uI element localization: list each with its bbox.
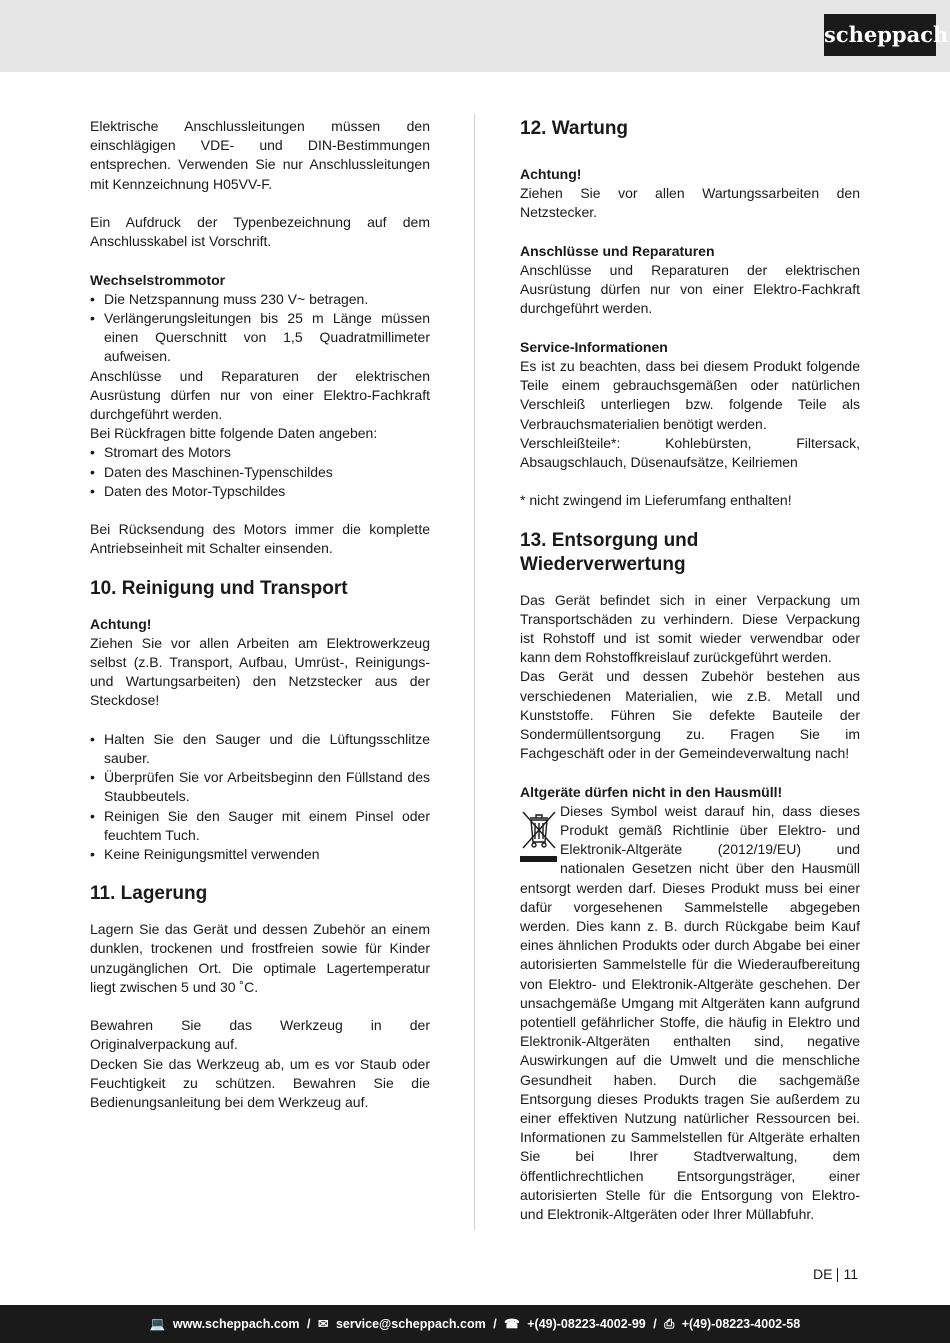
page-num: 11 [843, 1266, 858, 1282]
fax-number: +(49)-08223-4002-58 [681, 1317, 801, 1331]
list-item: • Überprüfen Sie vor Arbeitsbeginn den Füllstand des Staubbeutels. [90, 768, 430, 806]
warning-label: Achtung! [90, 615, 152, 632]
right-column [520, 117, 860, 1224]
header-bar [0, 0, 950, 72]
section-title-12: 12. Wartung [520, 118, 629, 139]
subheading-repairs: Anschlüsse und Reparaturen [520, 242, 715, 259]
paragraph: Elektrische Anschlussleitungen müssen den einschlägigen VDE- und DIN-Bestimmungen entsprechen. Verwenden Sie nur Anschlussleitungen mit Kennzeichnung H05VV-F. [90, 118, 430, 192]
paragraph: Das Gerät und dessen Zubehör bestehen aus verschiedenen Materialien, wie z.B. Metall und Kunststoffe. Führen Sie defekte Bauteile der Sondermüllentsorgung zu. Fragen Sie im Fachgeschäft oder in der Gemeindeverwaltung nach! [520, 668, 860, 762]
paragraph: Lagern Sie das Gerät und dessen Zubehör an einem dunklen, trockenen und frostfreien sowie für Kinder unzugänglichen Ort. Die optimale Lagertemperatur liegt zwischen 5 und 30 ˚C. [90, 921, 430, 995]
subheading-motor: Wechselstrommotor [90, 271, 226, 288]
phone-icon: ☎ [504, 1317, 520, 1331]
separator: / [307, 1317, 311, 1331]
brand-logo: scheppach [824, 14, 936, 56]
email-link[interactable]: service@scheppach.com [335, 1317, 486, 1331]
column-divider [474, 114, 475, 1230]
subheading-weee: Altgeräte dürfen nicht in den Hausmüll! [520, 783, 783, 800]
paragraph: Das Gerät befindet sich in einer Verpackung um Transportschäden zu verhindern. Diese Verpackung ist Rohstoff und ist somit wieder verwendbar oder kann dem Rohstoffkreislauf zurückgeführt werden. [520, 591, 860, 666]
section-title-11: 11. Lagerung [90, 883, 208, 905]
list-item: • Halten Sie den Sauger und die Lüftungsschlitze sauber. [90, 730, 430, 768]
fax-icon: ⎙ [664, 1317, 675, 1331]
paragraph: Decken Sie das Werkzeug ab, um es vor Staub oder Feuchtigkeit zu schützen. Bewahren Sie die Bedienungsanleitung bei dem Werkzeug auf. [90, 1055, 430, 1111]
paragraph: Ein Aufdruck der Typenbezeichnung auf dem Anschlusskabel ist Vorschrift. [90, 214, 430, 250]
page-number [813, 1265, 858, 1283]
paragraph: Ziehen Sie vor allen Wartungssarbeiten den Netzstecker. [520, 185, 860, 221]
mail-icon: ✉ [317, 1317, 329, 1331]
paragraph: Ziehen Sie vor allen Arbeiten am Elektrowerkzeug selbst (z.B. Transport, Aufbau, Umrüst-, Reinigungs- und Wartungsarbeiten) den Netzstecker aus der Steckdose! [90, 634, 430, 709]
footnote: * nicht zwingend im Lieferumfang enthalten! [520, 492, 792, 509]
phone-number: +(49)-08223-4002-99 [527, 1317, 646, 1331]
paragraph: Dieses Symbol weist darauf hin, dass dieses Produkt gemäß Richtlinie über Elektro- und Elektronik-Altgeräte (2012/19/EU) und nationalen Gesetzen nicht über den Hausmüll entsorgt werden darf. Dieses Produkt muss bei einer dafür vorgesehenen Sammelstelle abgegeben werden. Dies kann z. B. durch Rückgabe beim Kauf eines ähnlichen Produkts oder durch Abgabe bei einer autorisierten Sammelstelle für die Wiederaufbereitung von Elektro- und Elektronik-Altgeräte geschehen. Der unsachgemäße Umgang mit Altgeräten kann aufgrund potentiell gefährlicher Stoffe, die häufig in Elektro und Elektronik-Altgeräten enthalten sind, negative Auswirkungen auf die Umwelt und die menschliche Gesundheit haben. Durch die sachgemäße Entsorgung dieses Produkts tragen Sie außerdem zu einer effektiven Nutzung natürlicher Ressourcen bei. Informationen zu Sammelstellen für Altgeräte erhalten Sie bei Ihrer Stadtverwaltung, dem öffentlichrechtlichen Entsorgungsträger, einer autorisierten Stelle für die Entsorgung von Elektro- und Elektronik-Altgeräten oder Ihrer Müllabfuhr. [520, 802, 860, 1223]
paragraph: Verschleißteile*: Kohlebürsten, Filtersack, Absaugschlauch, Düsenaufsätze, Keilriemen [520, 434, 860, 471]
list-item: • Stromart des Motors [90, 443, 430, 462]
warning-label: Achtung! [520, 166, 582, 182]
motor-list [90, 290, 430, 367]
separator: / [653, 1317, 657, 1331]
cleaning-list [90, 730, 430, 864]
subheading-service: Service-Informationen [520, 338, 668, 355]
paragraph: Bewahren Sie das Werkzeug in der Originalverpackung auf. [90, 1017, 430, 1053]
section-title-10: 10. Reinigung und Transport [90, 577, 348, 599]
paragraph: Es ist zu beachten, dass bei diesem Produkt folgende Teile einem gebrauchsgemäßen oder natürlichen Verschleiß unterliegen bzw. folgende Teile als Verbrauchsmaterialien benötigt werden. [520, 358, 860, 432]
left-column [90, 117, 430, 1112]
paragraph: Anschlüsse und Reparaturen der elektrischen Ausrüstung dürfen nur von einer Elektro-Fachkraft durchgeführt werden. [520, 262, 860, 317]
list-item: • Daten des Maschinen-Typenschildes [90, 463, 430, 482]
crossed-bin-icon [520, 804, 558, 864]
paragraph: Anschlüsse und Reparaturen der elektrischen Ausrüstung dürfen nur von einer Elektro-Fachkraft durchgeführt werden. [90, 367, 430, 423]
separator: / [493, 1317, 497, 1331]
list-item: • Daten des Motor-Typschildes [90, 482, 430, 501]
paragraph: Bei Rücksendung des Motors immer die komplette Antriebseinheit mit Schalter einsenden. [90, 521, 430, 557]
list-item: • Reinigen Sie den Sauger mit einem Pinsel oder feuchtem Tuch. [90, 807, 430, 845]
paragraph: Bei Rückfragen bitte folgende Daten angeben: [90, 425, 378, 442]
computer-icon: 💻 [149, 1317, 166, 1331]
list-item: • Die Netzspannung muss 230 V~ betragen. [90, 290, 430, 309]
language-code: DE [813, 1266, 833, 1282]
list-item: • Verlängerungsleitungen bis 25 m Länge müssen einen Querschnitt von 1,5 Quadratmillimeter aufweisen. [90, 309, 430, 367]
list-item: • Keine Reinigungsmittel verwenden [90, 845, 430, 864]
contact-bar [0, 1305, 950, 1343]
website-link[interactable]: www.scheppach.com [172, 1317, 300, 1331]
data-list [90, 443, 430, 501]
section-title-13: 13. Entsorgung und Wiederverwertung [520, 529, 699, 575]
